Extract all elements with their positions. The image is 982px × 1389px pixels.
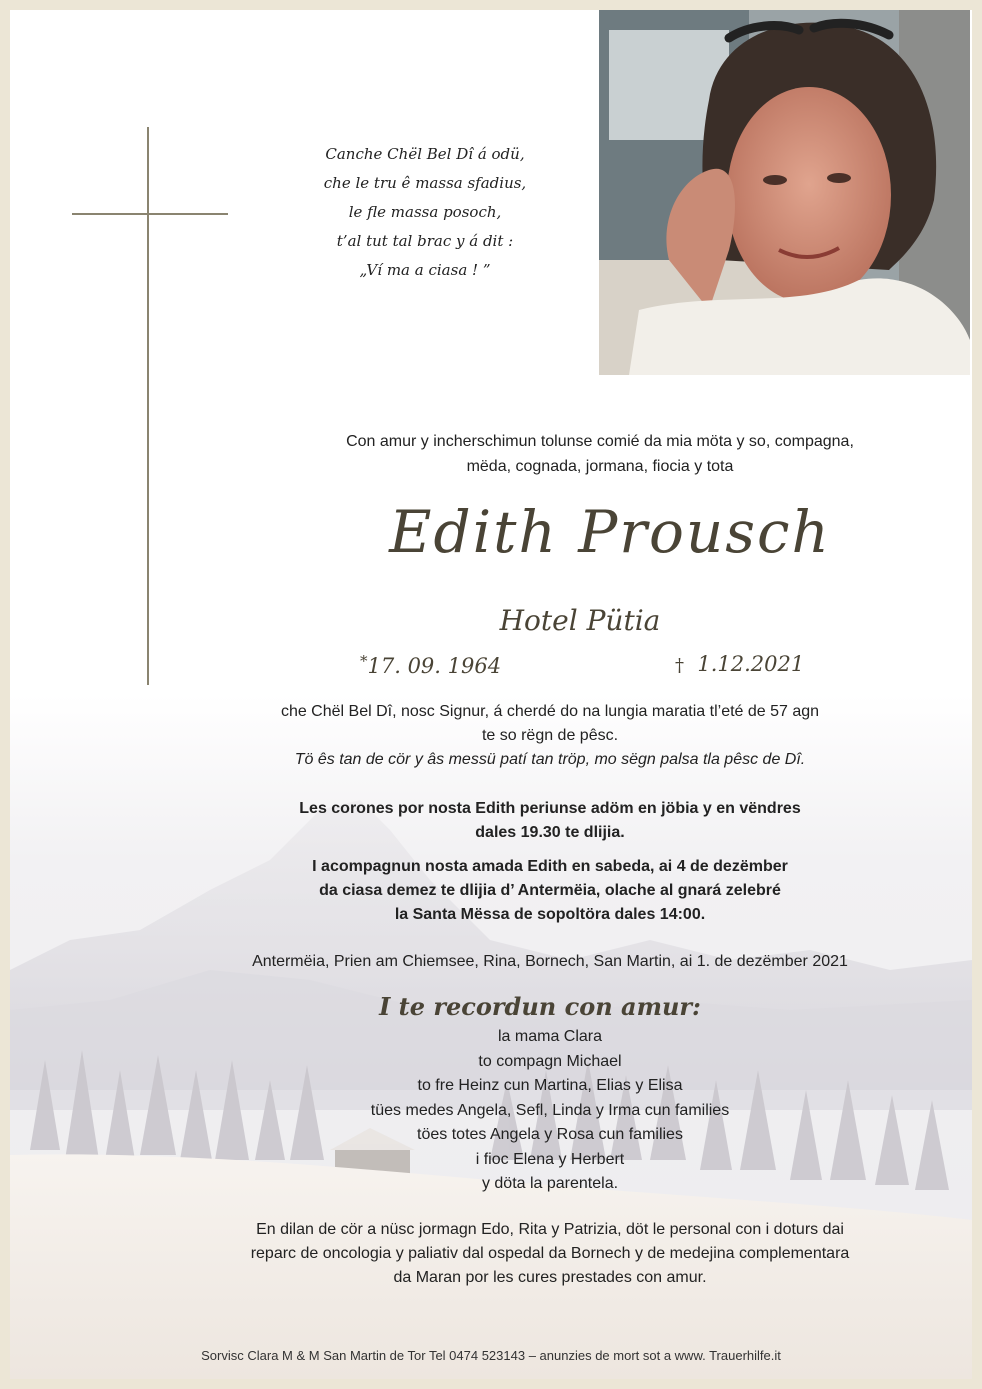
list-item: i fioc Elena y Herbert [475,1150,625,1168]
birth-date [360,652,501,678]
wake-line: Les corones por nosta Edith periunse adöm en jöbia y en vëndres [299,800,801,817]
death-mark-icon: † [675,655,684,676]
list-item: la mama Clara [497,1028,603,1045]
list-item: to compagn Michael [478,1052,622,1070]
intro-line: mëda, cognada, jormana, fiocia y tota [466,458,734,475]
death-date [675,652,804,676]
funeral-line: la Santa Mëssa de sopoltöra dales 14:00. [394,906,706,923]
list-item: tües medes Angela, Sefl, Linda y Irma cun families [370,1101,730,1119]
poem-line: le fle massa posoch, [348,203,502,221]
memorial-poem [260,140,590,285]
portrait-photo [599,10,970,375]
obituary-card [10,10,972,1379]
wake-announcement [200,797,900,845]
funeral-line: da ciasa demez te dlijia d’ Antermëia, olache al gnará zelebré [319,882,781,899]
funeral-line: I acompagnun nosta amada Edith en sabeda, ai 4 de dezëmber [312,858,788,875]
list-item: töes totes Angela y Rosa cun families [417,1126,683,1143]
passing-line: Tö ês tan de cör y âs messü patí tan tröp, mo sëgn palsa tla pêsc de Dî. [294,751,806,768]
poem-line: Canche Chël Bel Dî á odü, [325,145,525,163]
poem-line: „Ví ma a ciasa ! ” [359,261,491,279]
thanks-line: En dilan de cör a nüsc jormagn Edo, Rita y Patrizia, döt le personal con i doturs dai [256,1221,844,1238]
poem-line: t’al tut tal brac y á dit : [336,232,514,250]
place-date: Antermëia, Prien am Chiemsee, Rina, Bornech, San Martin, ai 1. de dezëmber 2021 [252,953,848,970]
cross-vertical-beam [147,127,149,685]
cross-horizontal-beam [72,213,228,215]
mourners-heading: I te recordun con amur: [379,992,701,1021]
intro-line: Con amur y incherschimun tolunse comié da mia möta y so, compagna, [346,433,854,450]
footer-credits: Sorvisc Clara M & M San Martin de Tor Tel 0474 523143 – anunzies de mort sot a www. Trauerhilfe.it [201,1348,781,1363]
thanks-line: reparc de oncologia y paliativ dal ospedal da Bornech y de medejina complementara [250,1245,850,1262]
list-item: y döta la parentela. [481,1175,619,1192]
deceased-name: Edith Prousch [389,498,831,566]
thanks-text [150,1218,950,1290]
birth-mark: * [360,652,368,670]
poem-line: che le tru ê massa sfadius, [323,174,527,192]
hotel-name: Hotel Pütia [499,604,661,637]
thanks-line: da Maran por les cures prestades con amur. [393,1269,707,1286]
passing-line: che Chël Bel Dî, nosc Signur, á cherdé do na lungia maratia tl’eté de 57 agn [280,703,820,720]
death-date-value: 1.12.2021 [697,652,805,676]
intro-text [250,429,950,479]
wake-line: dales 19.30 te dlijia. [475,824,625,841]
mourners-list [300,1025,800,1197]
passing-line: te so rëgn de pêsc. [481,727,619,744]
passing-text [200,700,900,772]
funeral-announcement [200,855,900,927]
birth-date-value: 17. 09. 1964 [367,654,502,678]
list-item: to fre Heinz cun Martina, Elias y Elisa [417,1077,683,1094]
